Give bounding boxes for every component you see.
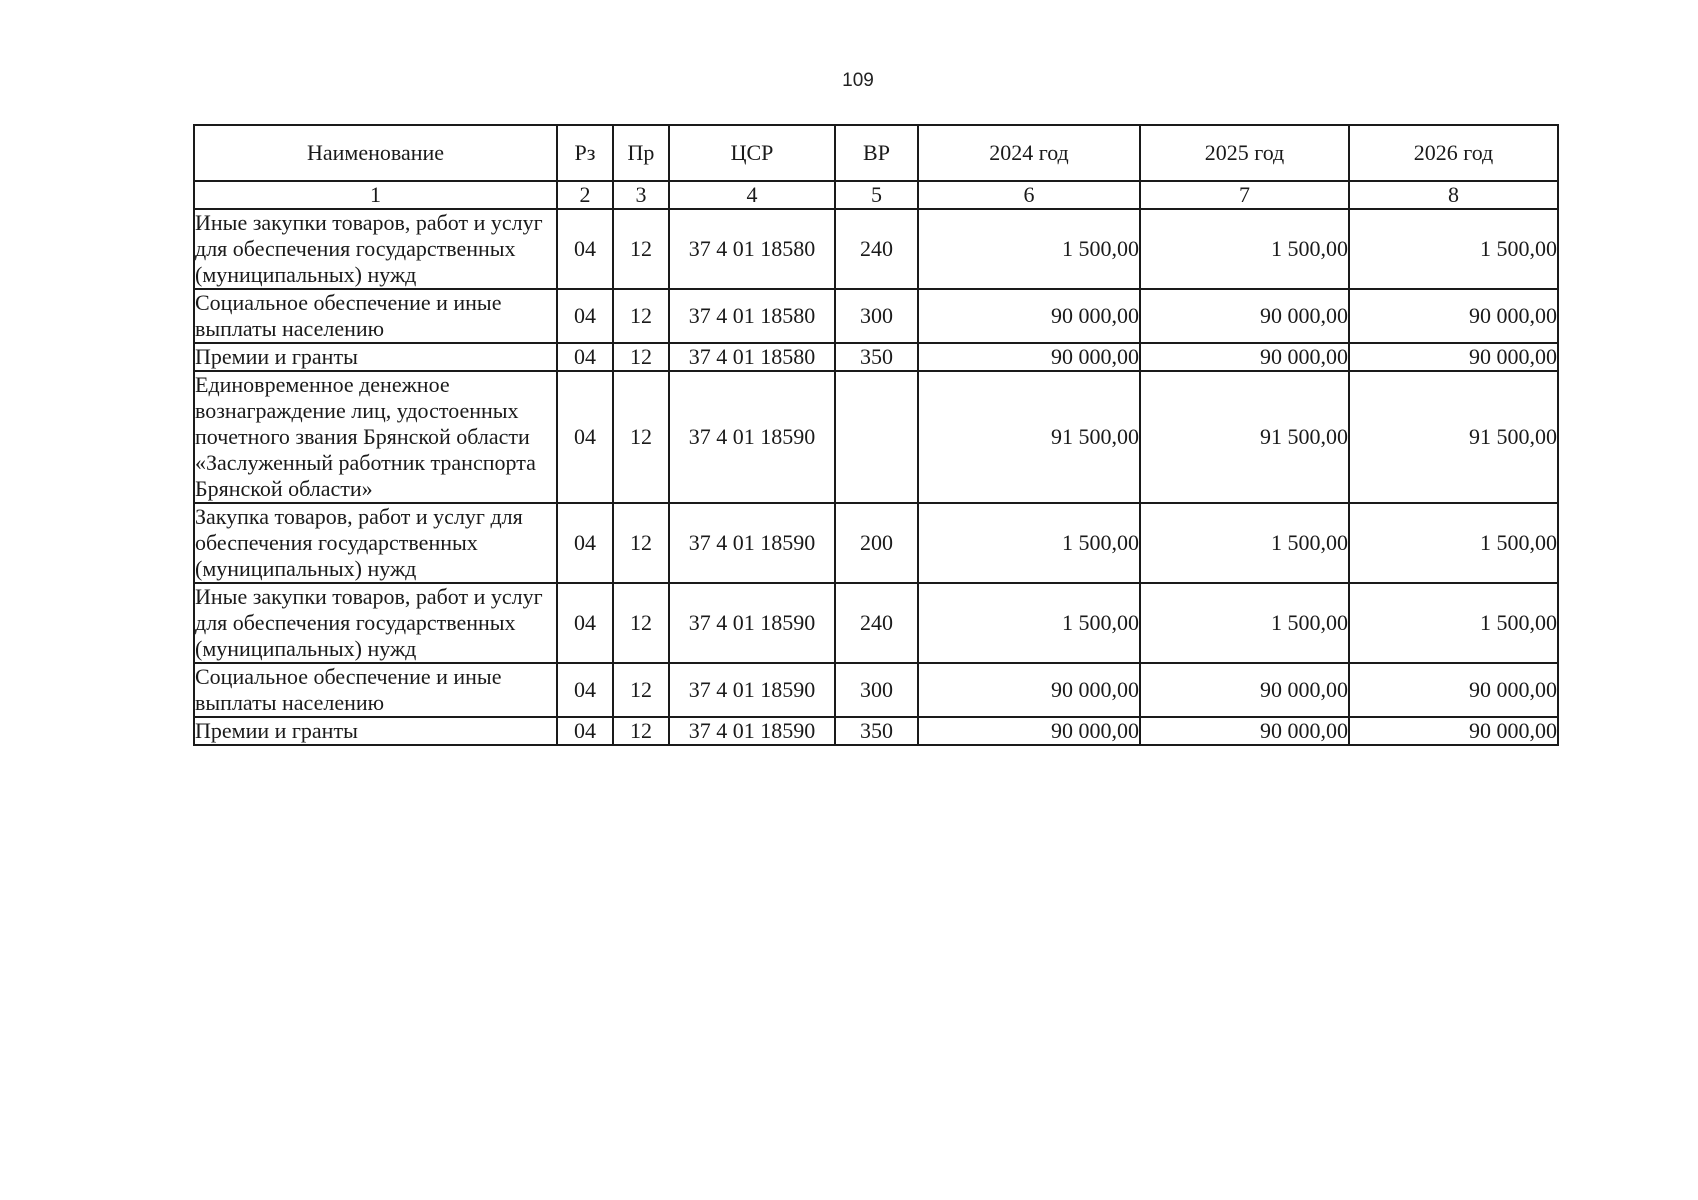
pr-cell: 12 — [613, 343, 669, 371]
name-cell: Иные закупки товаров, работ и услуг для обеспечения государственных (муниципальных) нужд — [194, 209, 557, 289]
csr-cell: 37 4 01 18580 — [669, 343, 835, 371]
page-number: 109 — [842, 70, 874, 91]
name-cell: Социальное обеспечение и иные выплаты населению — [194, 289, 557, 343]
column-number: 7 — [1140, 181, 1349, 209]
name-cell: Премии и гранты — [194, 717, 557, 745]
amount-2024-cell: 90 000,00 — [918, 343, 1140, 371]
header-2024: 2024 год — [918, 125, 1140, 181]
amount-2025-cell: 1 500,00 — [1140, 583, 1349, 663]
amount-2026-cell: 91 500,00 — [1349, 371, 1558, 503]
table-row — [194, 343, 1558, 371]
amount-2024-cell: 1 500,00 — [918, 209, 1140, 289]
pr-cell: 12 — [613, 371, 669, 503]
table-row — [194, 717, 1558, 745]
rz-cell: 04 — [557, 289, 613, 343]
header-row — [194, 125, 1558, 181]
rz-cell: 04 — [557, 583, 613, 663]
table-body — [194, 209, 1558, 745]
rz-cell: 04 — [557, 343, 613, 371]
vr-cell: 240 — [835, 209, 918, 289]
table-row — [194, 209, 1558, 289]
rz-cell: 04 — [557, 503, 613, 583]
amount-2026-cell: 90 000,00 — [1349, 289, 1558, 343]
column-number: 8 — [1349, 181, 1558, 209]
amount-2026-cell: 1 500,00 — [1349, 583, 1558, 663]
column-number: 6 — [918, 181, 1140, 209]
rz-cell: 04 — [557, 209, 613, 289]
pr-cell: 12 — [613, 209, 669, 289]
table-row — [194, 583, 1558, 663]
rz-cell: 04 — [557, 371, 613, 503]
amount-2026-cell: 1 500,00 — [1349, 503, 1558, 583]
header-2026: 2026 год — [1349, 125, 1558, 181]
pr-cell: 12 — [613, 503, 669, 583]
table-row — [194, 371, 1558, 503]
csr-cell: 37 4 01 18590 — [669, 583, 835, 663]
name-cell: Закупка товаров, работ и услуг для обеспечения государственных (муниципальных) нужд — [194, 503, 557, 583]
vr-cell: 350 — [835, 717, 918, 745]
column-number: 3 — [613, 181, 669, 209]
header-rz: Рз — [557, 125, 613, 181]
name-cell: Иные закупки товаров, работ и услуг для обеспечения государственных (муниципальных) нужд — [194, 583, 557, 663]
pr-cell: 12 — [613, 663, 669, 717]
table-row — [194, 663, 1558, 717]
budget-table — [193, 124, 1559, 746]
name-cell: Социальное обеспечение и иные выплаты населению — [194, 663, 557, 717]
column-number-row — [194, 181, 1558, 209]
vr-cell: 300 — [835, 289, 918, 343]
column-number: 4 — [669, 181, 835, 209]
header-name: Наименование — [194, 125, 557, 181]
header-vr: ВР — [835, 125, 918, 181]
amount-2026-cell: 1 500,00 — [1349, 209, 1558, 289]
csr-cell: 37 4 01 18590 — [669, 371, 835, 503]
table-row — [194, 503, 1558, 583]
amount-2025-cell: 91 500,00 — [1140, 371, 1349, 503]
vr-cell: 200 — [835, 503, 918, 583]
csr-cell: 37 4 01 18580 — [669, 289, 835, 343]
vr-cell: 300 — [835, 663, 918, 717]
rz-cell: 04 — [557, 717, 613, 745]
amount-2025-cell: 90 000,00 — [1140, 289, 1349, 343]
amount-2025-cell: 1 500,00 — [1140, 209, 1349, 289]
table-row — [194, 289, 1558, 343]
pr-cell: 12 — [613, 289, 669, 343]
csr-cell: 37 4 01 18590 — [669, 663, 835, 717]
amount-2025-cell: 90 000,00 — [1140, 717, 1349, 745]
header-pr: Пр — [613, 125, 669, 181]
amount-2026-cell: 90 000,00 — [1349, 663, 1558, 717]
amount-2026-cell: 90 000,00 — [1349, 343, 1558, 371]
amount-2025-cell: 90 000,00 — [1140, 663, 1349, 717]
pr-cell: 12 — [613, 717, 669, 745]
csr-cell: 37 4 01 18590 — [669, 717, 835, 745]
vr-cell: 240 — [835, 583, 918, 663]
amount-2025-cell: 90 000,00 — [1140, 343, 1349, 371]
csr-cell: 37 4 01 18590 — [669, 503, 835, 583]
pr-cell: 12 — [613, 583, 669, 663]
header-csr: ЦСР — [669, 125, 835, 181]
amount-2026-cell: 90 000,00 — [1349, 717, 1558, 745]
amount-2025-cell: 1 500,00 — [1140, 503, 1349, 583]
amount-2024-cell: 90 000,00 — [918, 663, 1140, 717]
vr-cell: 350 — [835, 343, 918, 371]
amount-2024-cell: 90 000,00 — [918, 717, 1140, 745]
amount-2024-cell: 1 500,00 — [918, 503, 1140, 583]
column-number: 5 — [835, 181, 918, 209]
vr-cell — [835, 371, 918, 503]
name-cell: Премии и гранты — [194, 343, 557, 371]
amount-2024-cell: 1 500,00 — [918, 583, 1140, 663]
header-2025: 2025 год — [1140, 125, 1349, 181]
csr-cell: 37 4 01 18580 — [669, 209, 835, 289]
amount-2024-cell: 91 500,00 — [918, 371, 1140, 503]
column-number: 1 — [194, 181, 557, 209]
column-number: 2 — [557, 181, 613, 209]
name-cell: Единовременное денежное вознаграждение лиц, удостоенных почетного звания Брянской области «Заслуженный работник транспорта Брянской области» — [194, 371, 557, 503]
amount-2024-cell: 90 000,00 — [918, 289, 1140, 343]
rz-cell: 04 — [557, 663, 613, 717]
